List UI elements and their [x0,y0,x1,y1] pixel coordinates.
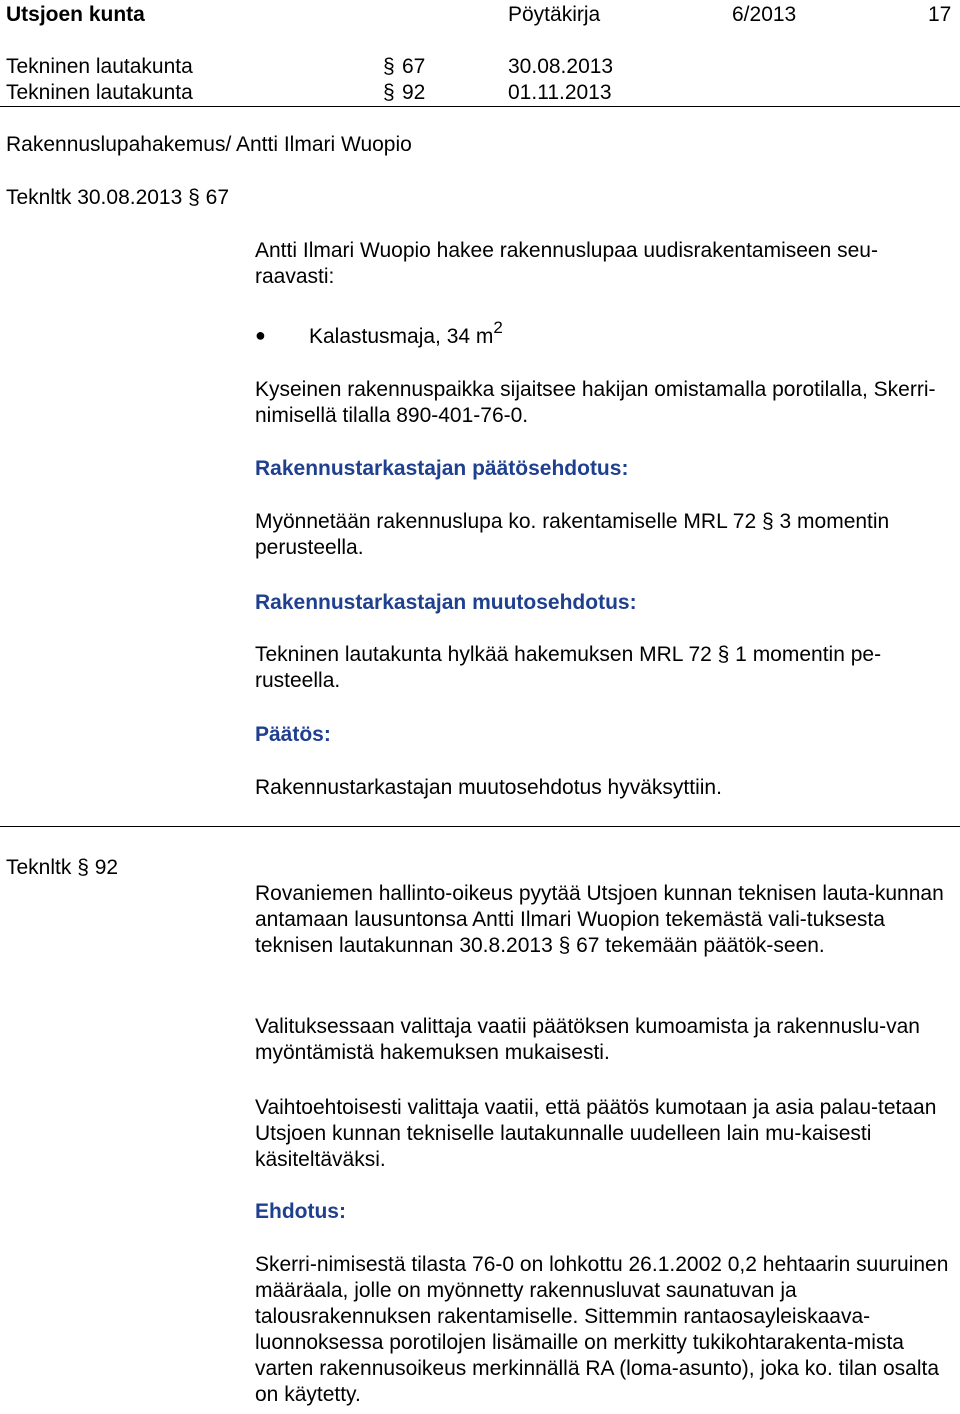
section-sign: § [383,81,395,104]
bullet-text: Kalastusmaja, 34 m [309,325,494,348]
section-sign: § [383,55,395,78]
item2-paragraph-4: Skerri-nimisestä tilasta 76-0 on lohkottu 26.1.2002 0,2 hehtaarin suuruinen määräala, jolle on myönnetty rakennusluvat saunatuvan ja talousrakennuksen rakentamiselle. Sittemmin rantaosayleiskaava-luonnoksessa porotilojen lisämaille on merkitty tukikohtarakenta-mista varten rakennusoikeus merkinnällä RA (loma-asunto), joka ko. tilan osalta on käytetty. [255,1253,949,1406]
meeting-section-number: 92 [402,81,426,104]
item1-intro: Antti Ilmari Wuopio hakee rakennuslupaa uudisrakentamiseen seu-raavasti: [255,239,878,288]
document-number: 6/2013 [732,3,797,26]
heading-proposal: Rakennustarkastajan päätösehdotus: [255,457,629,480]
amendment-text: Tekninen lautakunta hylkää hakemuksen MRL 72 § 1 momentin pe-rusteella. [255,643,882,692]
page-number: 17 [928,3,952,26]
item-divider [0,826,960,827]
meeting-date: 30.08.2013 [508,55,614,78]
heading-proposal-2: Ehdotus: [255,1200,346,1223]
heading-amendment: Rakennustarkastajan muutosehdotus: [255,591,637,614]
location-paragraph: Kyseinen rakennuspaikka sijaitsee hakijan omistamalla porotilalla, Skerri-nimisellä tilalla 890-401-76-0. [255,378,936,427]
item2-paragraph-3: Vaihtoehtoisesti valittaja vaatii, että päätös kumotaan ja asia palau-tetaan Utsjoen kunnan tekniselle lautakunnalle uudelleen lain mu-kaisesti käsiteltäväksi. [255,1096,937,1171]
item2-paragraph-2: Valituksessaan valittaja vaatii päätöksen kumoamista ja rakennuslu-van myöntämistä hakemuksen mukaisesti. [255,1015,920,1064]
meeting-body: Tekninen lautakunta [6,81,193,104]
decision-text: Rakennustarkastajan muutosehdotus hyväksyttiin. [255,776,722,799]
heading-decision: Päätös: [255,723,331,746]
bullet-superscript: 2 [493,318,503,337]
subject-title: Rakennuslupahakemus/ Antti Ilmari Wuopio [6,133,412,156]
bullet-icon: ● [255,325,266,345]
proposal-text: Myönnetään rakennuslupa ko. rakentamiselle MRL 72 § 3 momentin perusteella. [255,510,890,559]
meeting-section-number: 67 [402,55,426,78]
header-divider [0,106,960,107]
item2-reference: Teknltk § 92 [6,856,119,879]
item1-reference: Teknltk 30.08.2013 § 67 [6,186,230,209]
document-type: Pöytäkirja [508,3,601,26]
bullet-item [309,318,503,350]
meeting-body: Tekninen lautakunta [6,55,193,78]
item2-paragraph-1: Rovaniemen hallinto-oikeus pyytää Utsjoen kunnan teknisen lauta-kunnan antamaan lausuntonsa Antti Ilmari Wuopion tekemästä vali-tuksesta teknisen lautakunnan 30.8.2013 § 67 tekemään päätök-seen. [255,882,944,957]
municipality-name: Utsjoen kunta [6,3,145,26]
meeting-date: 01.11.2013 [508,81,612,104]
